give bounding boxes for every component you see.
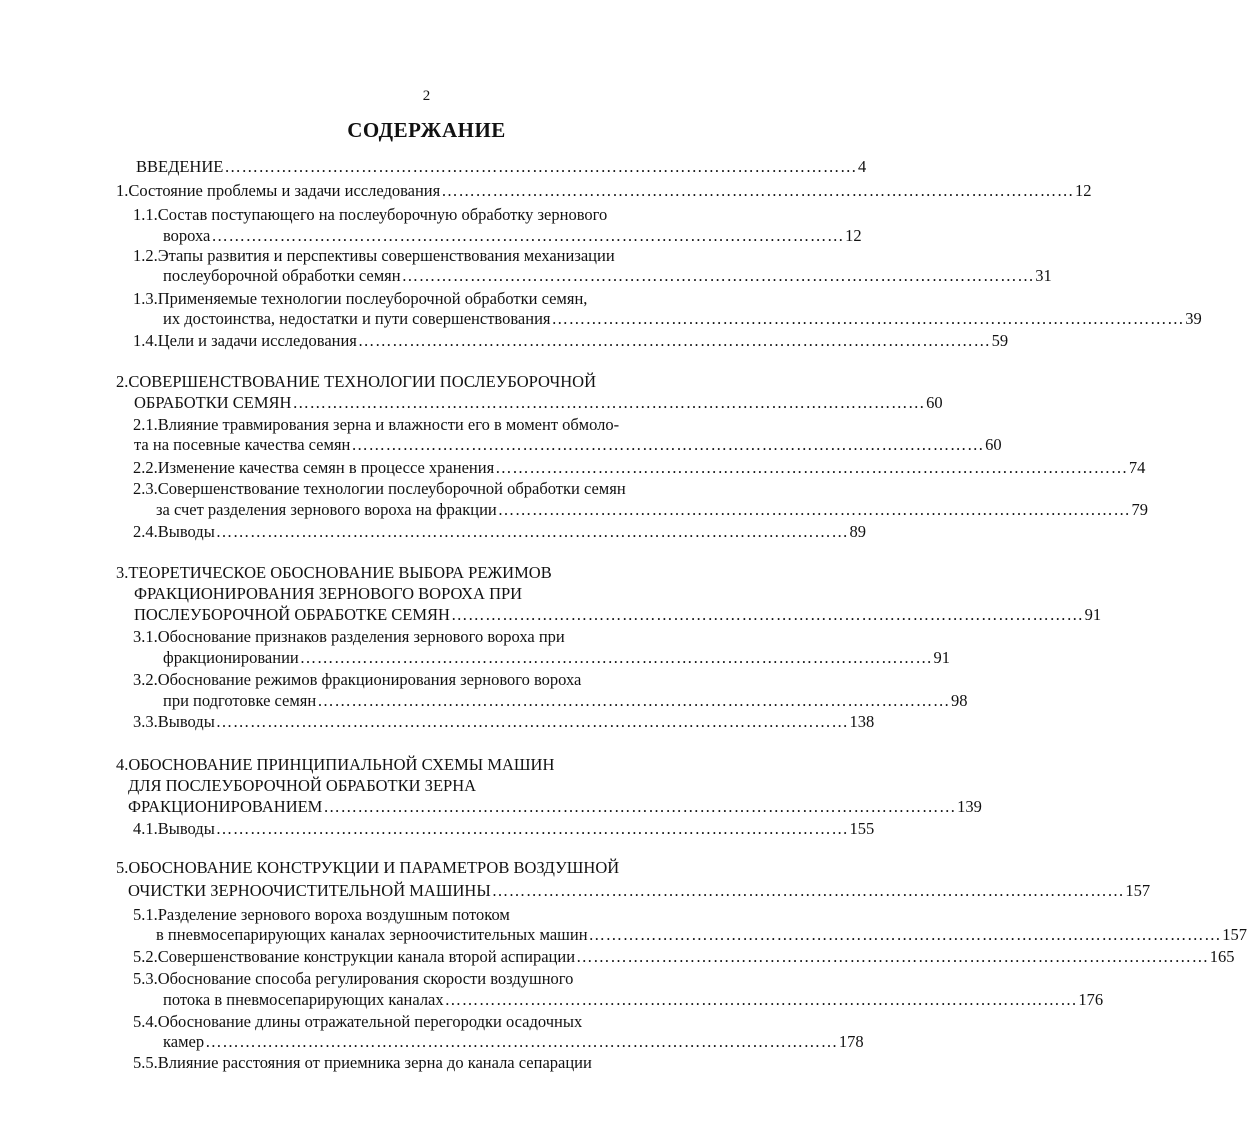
toc-entry-5-2[interactable]: 5.2.Совершенствование конструкции канала второй аспирации ………………………………………………………………………………………………… 165 — [133, 947, 1235, 966]
toc-entry-3[interactable]: ПОСЛЕУБОРОЧНОЙ ОБРАБОТКЕ СЕМЯН ………………………………………………………………………………………………… 91 — [134, 605, 1102, 624]
toc-entry-3-line2[interactable]: ФРАКЦИОНИРОВАНИЯ ЗЕРНОВОГО ВОРОХА ПРИ — [134, 584, 523, 603]
toc-entry-3-line1[interactable]: 3.ТЕОРЕТИЧЕСКОЕ ОБОСНОВАНИЕ ВЫБОРА РЕЖИМОВ — [116, 563, 552, 582]
toc-entry-5-4-line1[interactable]: 5.4.Обоснование длины отражательной перегородки осадочных — [133, 1012, 583, 1031]
toc-entry-2[interactable]: ОБРАБОТКИ СЕМЯН ………………………………………………………………………………………………… 60 — [134, 393, 943, 412]
toc-entry-2-4[interactable]: 2.4.Выводы ………………………………………………………………………………………………… 89 — [133, 522, 866, 541]
toc-entry-1[interactable]: 1.Состояние проблемы и задачи исследования ………………………………………………………………………………………………… 12 — [116, 181, 1092, 200]
page-number: 2 — [422, 88, 431, 104]
toc-entry-2-3[interactable]: за счет разделения зернового вороха на фракции ………………………………………………………………………………………………… 79 — [156, 500, 1148, 519]
toc-entry-4-line1[interactable]: 4.ОБОСНОВАНИЕ ПРИНЦИПИАЛЬНОЙ СХЕМЫ МАШИН — [116, 755, 555, 774]
toc-entry-2-1-line1[interactable]: 2.1.Влияние травмирования зерна и влажности его в момент обмоло- — [133, 415, 620, 434]
toc-entry-5-1[interactable]: в пневмосепарирующих каналах зерноочистительных машин ………………………………………………………………………………………………… 157 — [156, 925, 1247, 944]
toc-entry-3-1[interactable]: фракционировании ………………………………………………………………………………………………… 91 — [163, 648, 950, 667]
toc-entry-4-line2[interactable]: ДЛЯ ПОСЛЕУБОРОЧНОЙ ОБРАБОТКИ ЗЕРНА — [128, 776, 477, 795]
toc-entry-3-2[interactable]: при подготовке семян ………………………………………………………………………………………………… 98 — [163, 691, 968, 710]
toc-entry-3-1-line1[interactable]: 3.1.Обоснование признаков разделения зернового вороха при — [133, 627, 565, 646]
toc-entry-5-3-line1[interactable]: 5.3.Обоснование способа регулирования скорости воздушного — [133, 969, 574, 988]
toc-entry-2-line1[interactable]: 2.СОВЕРШЕНСТВОВАНИЕ ТЕХНОЛОГИИ ПОСЛЕУБОРОЧНОЙ — [116, 372, 597, 391]
toc-entry-2-3-line1[interactable]: 2.3.Совершенствование технологии послеуборочной обработки семян — [133, 479, 626, 498]
toc-entry-4-1[interactable]: 4.1.Выводы ………………………………………………………………………………………………… 155 — [133, 819, 875, 838]
toc-entry-3-2-line1[interactable]: 3.2.Обоснование режимов фракционирования зернового вороха — [133, 670, 582, 689]
toc-entry-intro[interactable]: ВВЕДЕНИЕ ………………………………………………………………………………………………… 4 — [136, 157, 867, 176]
toc-entry-3-3[interactable]: 3.3.Выводы ………………………………………………………………………………………………… 138 — [133, 712, 875, 731]
toc-entry-1-1-line1[interactable]: 1.1.Состав поступающего на послеуборочную обработку зернового — [133, 205, 608, 224]
toc-entry-1-2-line1[interactable]: 1.2.Этапы развития и перспективы совершенствования механизации — [133, 246, 615, 265]
toc-entry-1-3-line1[interactable]: 1.3.Применяемые технологии послеуборочной обработки семян, — [133, 289, 588, 308]
toc-entry-1-2[interactable]: послеуборочной обработки семян ………………………………………………………………………………………………… 31 — [163, 266, 1052, 285]
toc-entry-2-1[interactable]: та на посевные качества семян ………………………………………………………………………………………………… 60 — [134, 435, 1002, 454]
toc-entry-5-1-line1[interactable]: 5.1.Разделение зернового вороха воздушным потоком — [133, 905, 510, 924]
toc-entry-1-1[interactable]: вороха ………………………………………………………………………………………………… 12 — [163, 226, 862, 245]
toc-entry-5-5-line1[interactable]: 5.5.Влияние расстояния от приемника зерна до канала сепарации — [133, 1053, 592, 1072]
toc-entry-5-line1[interactable]: 5.ОБОСНОВАНИЕ КОНСТРУКЦИИ И ПАРАМЕТРОВ ВОЗДУШНОЙ — [116, 858, 620, 877]
toc-entry-5-3[interactable]: потока в пневмосепарирующих каналах ………………………………………………………………………………………………… 176 — [163, 990, 1104, 1009]
toc-entry-5-4[interactable]: камер ………………………………………………………………………………………………… 178 — [163, 1032, 864, 1051]
toc-entry-1-3[interactable]: их достоинства, недостатки и пути совершенствования ………………………………………………………………………………………………… 39 — [163, 309, 1202, 328]
toc-entry-5[interactable]: ОЧИСТКИ ЗЕРНООЧИСТИТЕЛЬНОЙ МАШИНЫ ………………………………………………………………………………………………… 157 — [128, 881, 1151, 900]
toc-entry-1-4[interactable]: 1.4.Цели и задачи исследования ………………………………………………………………………………………………… 59 — [133, 331, 1009, 350]
toc-entry-4[interactable]: ФРАКЦИОНИРОВАНИЕМ ………………………………………………………………………………………………… 139 — [128, 797, 982, 816]
toc-entry-2-2[interactable]: 2.2.Изменение качества семян в процессе хранения ………………………………………………………………………………………………… 74 — [133, 458, 1146, 477]
page-title: СОДЕРЖАНИЕ — [347, 118, 506, 142]
